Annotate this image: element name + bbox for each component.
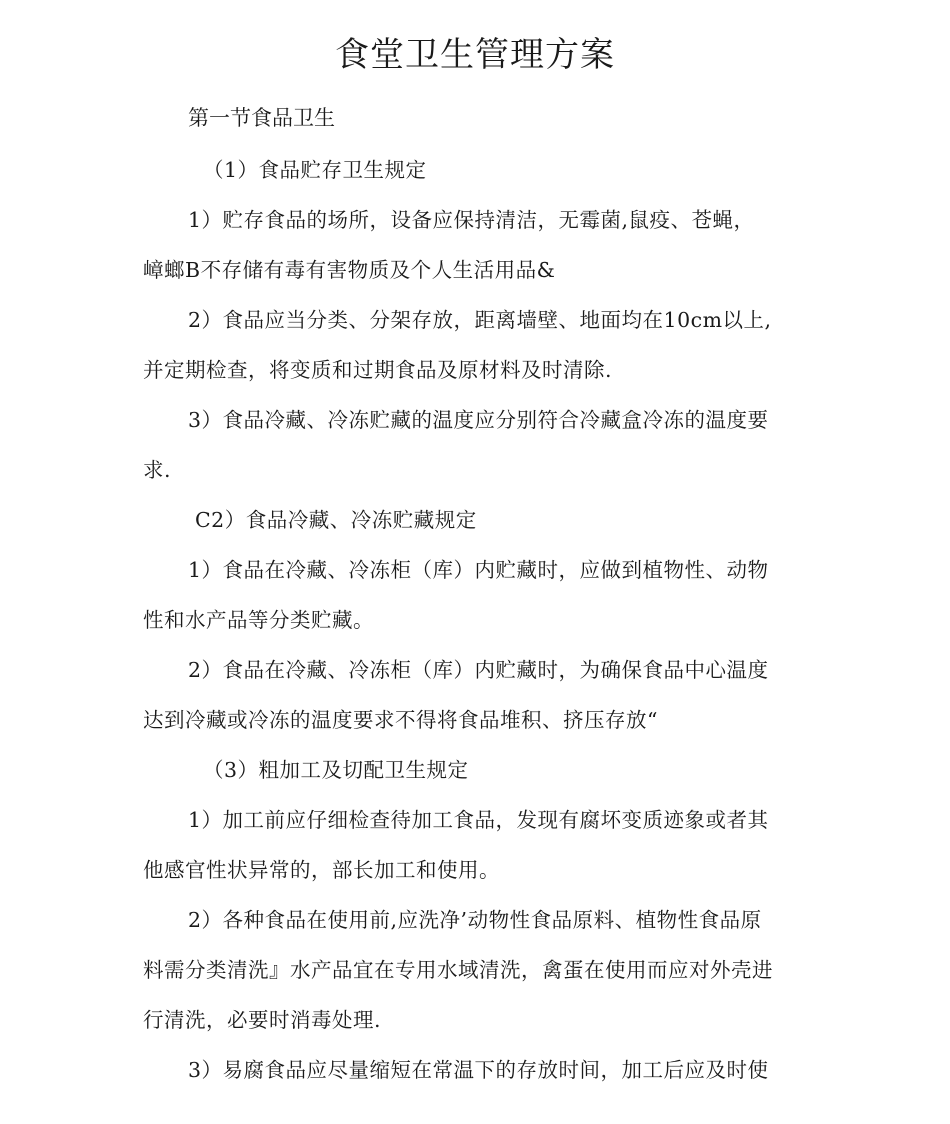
paragraph-line: 2）食品在冷藏、冷冻柜（库）内贮藏时，为确保食品中心温度 [188,658,769,682]
paragraph-line: 3）食品冷藏、冷冻贮藏的温度应分别符合冷藏盒冷冻的温度要 [188,408,769,432]
paragraph-line: 1）食品在冷藏、冷冻柜（库）内贮藏时，应做到植物性、动物 [188,558,769,582]
paragraph-line: 2）各种食品在使用前,应洗净’动物性食品原料、植物性食品原 [188,908,762,932]
paragraph-line: 料需分类清洗』水产品宜在专用水域清洗，禽蛋在使用而应对外壳进 [143,958,773,982]
paragraph-line: 2）食品应当分类、分架存放，距离墙壁、地面均在10cm以上, [188,308,772,332]
document-body [143,145,808,1095]
paragraph-line: 并定期检查，将变质和过期食品及原材料及时清除. [143,358,613,382]
paragraph-line: 1）贮存食品的场所，设备应保持清洁，无霉菌,鼠疫、苍蝇， [188,208,755,232]
subheading-processing: （3）粗加工及切配卫生规定 [203,758,469,782]
paragraph-line: 行清洗，必要时消毒处理. [143,1008,382,1032]
paragraph-line: 达到冷藏或冷冻的温度要求不得将食品堆积、挤压存放“ [143,708,658,732]
paragraph-line: 性和水产品等分类贮藏。 [143,608,374,632]
paragraph-line: 1）加工前应仔细检查待加工食品，发现有腐坏变质迹象或者其 [188,808,769,832]
paragraph-line: 3）易腐食品应尽量缩短在常温下的存放时间，加工后应及时使 [188,1058,769,1082]
subheading-cold-storage: C2）食品冷藏、冷冻贮藏规定 [195,508,477,532]
subheading-storage: （1）食品贮存卫生规定 [203,158,427,182]
document-title: 食堂卫生管理方案 [335,35,615,75]
section-heading: 第一节食品卫生 [188,106,335,130]
paragraph-line: 嶂螂B不存储有毒有害物质及个人生活用品& [143,258,556,282]
paragraph-line: 他感官性状异常的，部长加工和使用。 [143,858,500,882]
paragraph-line: 求. [143,458,172,482]
